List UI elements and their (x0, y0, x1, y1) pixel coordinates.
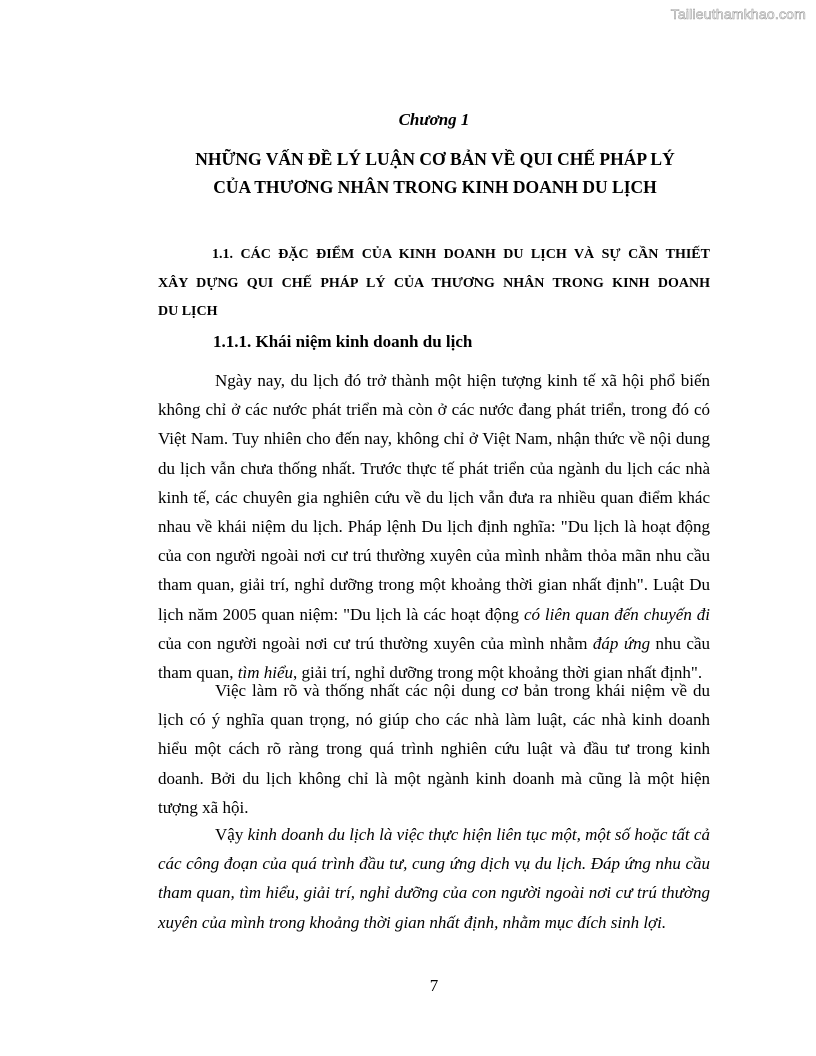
paragraph-italic-text: kinh doanh du lịch là việc thực hiện liên tục một, một số hoặc tất cả các công đoạn của quá trình đầu tư, cung ứng dịch vụ du lịch. Đáp ứng nhu cầu tham quan, tìm hiểu, giải trí, nghỉ dưỡng của con người ngoài nơi cư trú thường xuyên của mình trong khoảng thời gian nhất định, nhằm mục đích sinh lợi. (158, 825, 710, 932)
section-heading-line-3: DU LỊCH (158, 304, 218, 319)
section-heading-line-2: XÂY DỰNG QUI CHẾ PHÁP LÝ CỦA THƯƠNG NHÂN TRONG KINH DOANH (158, 275, 710, 291)
section-heading (158, 241, 710, 327)
chapter-title-line-2: CỦA THƯƠNG NHÂN TRONG KINH DOANH DU LỊCH (213, 177, 657, 197)
paragraph-tourism-definition (158, 366, 710, 687)
chapter-title-line-1: NHỮNG VẤN ĐỀ LÝ LUẬN CƠ BẢN VỀ QUI CHẾ PHÁP LÝ (195, 149, 675, 169)
chapter-label: Chương 1 (398, 110, 470, 129)
paragraph-italic-text: có liên quan đến chuyến đi (523, 604, 710, 624)
page-number: 7 (429, 976, 439, 995)
paragraph-clarification: Việc làm rõ và thống nhất các nội dung cơ bản trong khái niệm về du lịch có ý nghĩa quan trọng, nó giúp cho các nhà làm luật, các nhà kinh doanh hiểu một cách rõ ràng trong quá trình nghiên cứu luật và đầu tư trong kinh doanh. Bởi du lịch không chỉ là một ngành kinh doanh mà cũng là một hiện tượng xã hội. (158, 681, 710, 817)
paragraph-text: nhu cầu tham quan, (158, 633, 711, 683)
paragraph-italic-text: đáp ứng (592, 633, 651, 653)
paragraph-italic-text: tìm hiểu (237, 663, 294, 683)
paragraph-text: , giải trí, nghỉ dưỡng trong một khoảng thời gian nhất định". (293, 663, 703, 683)
subsection-heading: 1.1.1. Khái niệm kinh doanh du lịch (213, 332, 473, 351)
section-heading-line-1: 1.1. CÁC ĐẶC ĐIỂM CỦA KINH DOANH DU LỊCH VÀ SỰ CẦN THIẾT (212, 247, 710, 262)
watermark-text: Tailieuthamkhao.com (670, 6, 806, 22)
paragraph-text: Ngày nay, du lịch đó trở thành một hiện tượng kinh tế xã hội phổ biến không chỉ ở các nước phát triển mà còn ở các nước đang phát triển, trong đó có Việt Nam. Tuy nhiên cho đến nay, không chỉ ở Việt Nam, nhận thức về nội dung du lịch vẫn chưa thống nhất. Trước thực tế phát triển của ngành du lịch các nhà kinh tế, các chuyên gia nghiên cứu về du lịch vẫn đưa ra nhiều quan điểm khác nhau về khái niệm du lịch. Pháp lệnh Du lịch định nghĩa: "Du lịch là hoạt động của con người ngoài nơi cư trú thường xuyên của mình nhằm thỏa mãn nhu cầu tham quan, giải trí, nghỉ dưỡng trong một khoảng thời gian nhất định". Luật Du lịch năm 2005 quan niệm: "Du lịch là các hoạt động (158, 371, 710, 624)
paragraph-business-definition (158, 820, 710, 937)
paragraph-text: Vậy (215, 825, 248, 844)
paragraph-text: của con người ngoài nơi cư trú thường xuyên của mình nhằm (158, 633, 593, 653)
chapter-title (120, 145, 750, 201)
